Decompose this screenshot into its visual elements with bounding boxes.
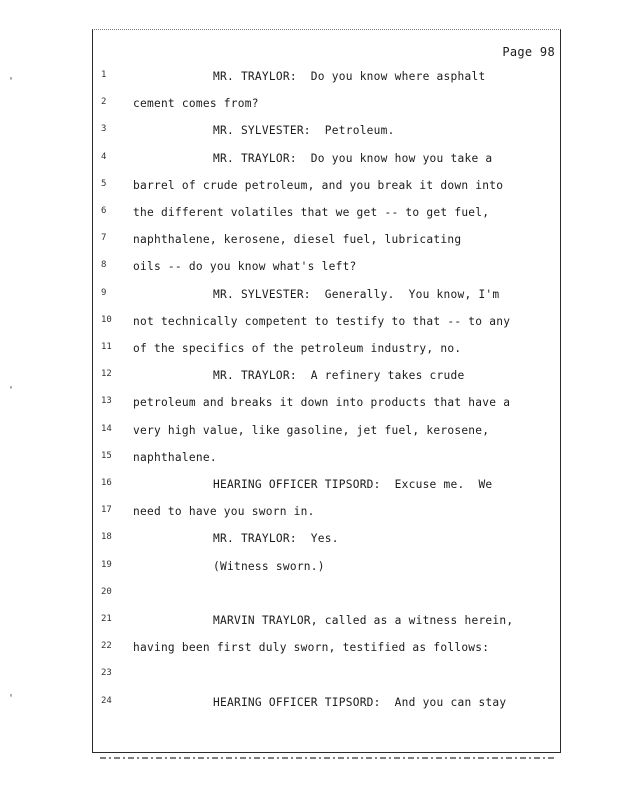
line-number: 13 [101, 396, 112, 407]
line-number: 16 [101, 478, 112, 488]
transcript-line [93, 206, 560, 224]
transcript-line [93, 233, 560, 251]
line-text: (Witness sworn.) [213, 559, 325, 573]
transcript-line [93, 532, 560, 550]
page-number: Page 98 [502, 45, 555, 59]
line-text: need to have you sworn in. [133, 505, 315, 519]
transcript-line [93, 668, 560, 686]
line-number: 15 [101, 450, 112, 461]
line-text: HEARING OFFICER TIPSORD: Excuse me. We [213, 478, 493, 491]
line-number: 3 [101, 124, 107, 135]
transcript-line [93, 152, 560, 170]
transcript-line [93, 641, 560, 659]
line-text: cement comes from? [133, 97, 259, 111]
line-number: 11 [101, 342, 112, 352]
line-number: 5 [101, 178, 107, 189]
line-number: 24 [101, 695, 112, 706]
line-text: very high value, like gasoline, jet fuel, kerosene, [133, 423, 490, 437]
line-text: MARVIN TRAYLOR, called as a witness herein, [213, 614, 514, 627]
line-text: MR. TRAYLOR: Do you know where asphalt [213, 70, 486, 83]
line-number: 21 [101, 614, 112, 624]
line-number: 8 [101, 260, 107, 271]
line-text: of the specifics of the petroleum industry, no. [133, 342, 462, 355]
line-number: 23 [101, 668, 112, 679]
line-text: MR. SYLVESTER: Petroleum. [213, 124, 395, 138]
transcript-line [93, 124, 560, 142]
transcript-line [93, 179, 560, 197]
line-number: 10 [101, 314, 112, 325]
line-text: having been first duly sworn, testified as follows: [133, 641, 490, 655]
margin-mark: ' [8, 385, 15, 396]
line-number: 7 [101, 233, 107, 244]
line-number: 14 [101, 423, 112, 434]
transcript-line [93, 614, 560, 632]
transcript-line [93, 505, 560, 523]
footer-rule [100, 757, 555, 759]
line-text: naphthalene. [133, 450, 217, 464]
line-text: MR. TRAYLOR: Yes. [213, 532, 339, 546]
line-number: 6 [101, 206, 107, 216]
transcript-line [93, 560, 560, 578]
line-text: MR. TRAYLOR: Do you know how you take a [213, 151, 493, 165]
transcript-line [93, 587, 560, 605]
transcript-line [93, 70, 560, 88]
line-text: MR. SYLVESTER: Generally. You know, I'm [213, 287, 500, 301]
line-text: oils -- do you know what's left? [133, 260, 357, 274]
transcript-line [93, 315, 560, 333]
line-number: 19 [101, 559, 112, 570]
line-number: 22 [101, 641, 112, 652]
transcript-line [93, 369, 560, 387]
line-number: 1 [101, 70, 107, 80]
transcript-line [93, 696, 560, 714]
transcript-line [93, 478, 560, 496]
transcript-line [93, 288, 560, 306]
transcript-line [93, 424, 560, 442]
margin-mark: ' [8, 693, 15, 704]
transcript-line [93, 342, 560, 360]
line-text: not technically competent to testify to that -- to any [133, 314, 511, 328]
line-number: 17 [101, 505, 112, 516]
line-number: 2 [101, 97, 107, 108]
line-number: 9 [101, 287, 107, 298]
line-number: 12 [101, 369, 112, 380]
transcript-line [93, 97, 560, 115]
transcript-line [93, 396, 560, 414]
line-text: the different volatiles that we get -- to get fuel, [133, 206, 490, 219]
line-number: 18 [101, 532, 112, 543]
line-text: barrel of crude petroleum, and you break it down into [133, 178, 504, 192]
line-text: MR. TRAYLOR: A refinery takes crude [213, 369, 465, 383]
line-text: petroleum and breaks it down into products that have a [133, 396, 511, 410]
transcript-line [93, 260, 560, 278]
transcript-line [93, 451, 560, 469]
line-number: 20 [101, 586, 112, 597]
transcript-page [92, 29, 561, 753]
line-number: 4 [101, 151, 107, 162]
margin-mark: ' [8, 76, 15, 87]
line-text: HEARING OFFICER TIPSORD: And you can stay [213, 695, 507, 709]
line-text: naphthalene, kerosene, diesel fuel, lubricating [133, 233, 462, 247]
